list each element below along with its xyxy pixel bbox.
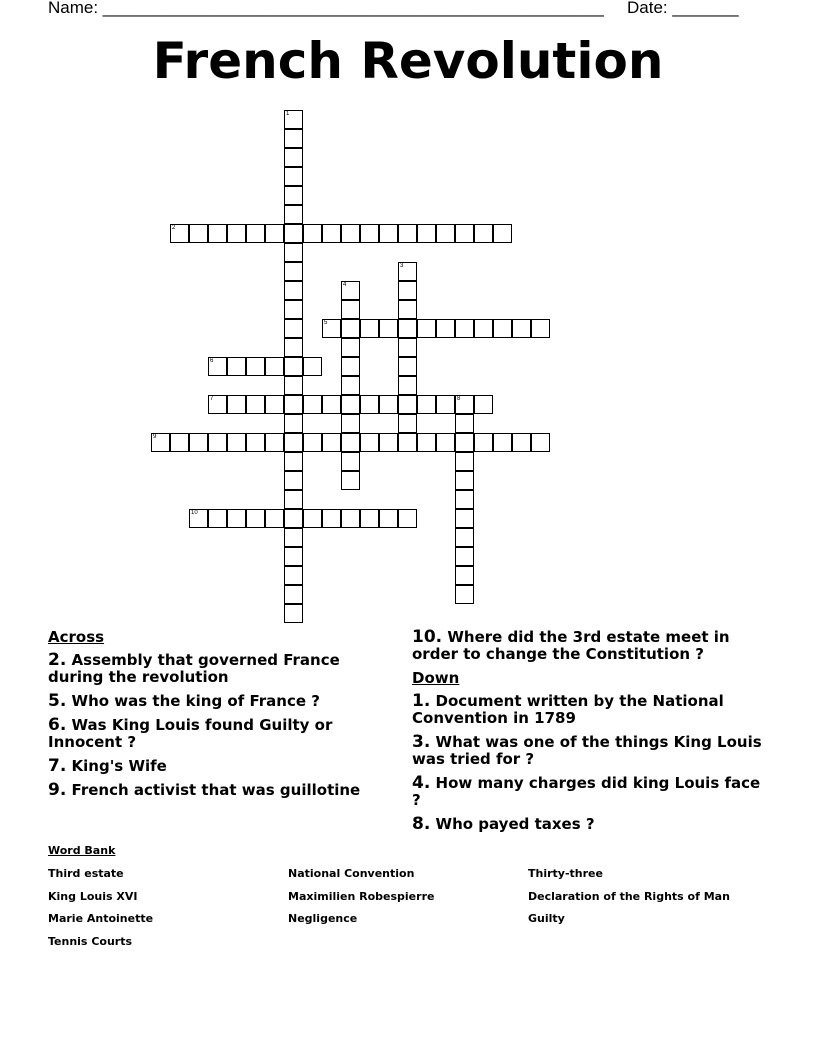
crossword-cell[interactable]: [436, 319, 455, 338]
word-bank-item: Guilty: [528, 912, 565, 925]
cell-number: 6: [210, 358, 214, 364]
crossword-cell[interactable]: [398, 319, 417, 338]
cell-number: 10: [191, 510, 198, 516]
crossword-cell[interactable]: [360, 509, 379, 528]
crossword-cell[interactable]: [398, 338, 417, 357]
crossword-cell[interactable]: [284, 604, 303, 623]
crossword-cell[interactable]: [379, 224, 398, 243]
clue-text: Assembly that governed France during the revolution: [48, 651, 340, 686]
crossword-cell[interactable]: [265, 509, 284, 528]
crossword-cell[interactable]: [455, 433, 474, 452]
clue-across-10: [412, 629, 772, 663]
crossword-cell[interactable]: [284, 262, 303, 281]
crossword-cell[interactable]: [436, 224, 455, 243]
crossword-cell[interactable]: [398, 395, 417, 414]
crossword-cell[interactable]: [474, 319, 493, 338]
crossword-cell[interactable]: [417, 395, 436, 414]
crossword-cell[interactable]: [189, 509, 208, 528]
word-bank-item: Third estate: [48, 867, 124, 880]
crossword-cell[interactable]: [398, 262, 417, 281]
crossword-cell[interactable]: [284, 167, 303, 186]
cell-number: 8: [457, 396, 461, 402]
crossword-cell[interactable]: [474, 433, 493, 452]
crossword-cell[interactable]: [379, 509, 398, 528]
clue-across-2: [48, 652, 388, 686]
word-bank-item: King Louis XVI: [48, 890, 138, 903]
word-bank-item: Declaration of the Rights of Man: [528, 890, 730, 903]
clue-text: French activist that was guillotine: [71, 781, 361, 799]
crossword-cell[interactable]: [341, 471, 360, 490]
word-bank-title: Word Bank: [48, 844, 116, 857]
crossword-cell[interactable]: [455, 547, 474, 566]
crossword-cell[interactable]: [455, 566, 474, 585]
clue-number: 4.: [412, 773, 431, 793]
crossword-cell[interactable]: [455, 319, 474, 338]
crossword-cell[interactable]: [417, 433, 436, 452]
crossword-cell[interactable]: [189, 433, 208, 452]
clue-number: 1.: [412, 691, 431, 711]
crossword-cell[interactable]: [360, 395, 379, 414]
crossword-cell[interactable]: [341, 509, 360, 528]
crossword-cell[interactable]: [417, 319, 436, 338]
crossword-cell[interactable]: [360, 433, 379, 452]
crossword-cell[interactable]: [284, 509, 303, 528]
crossword-cell[interactable]: [455, 585, 474, 604]
crossword-cell[interactable]: [246, 509, 265, 528]
crossword-cell[interactable]: [303, 433, 322, 452]
crossword-cell[interactable]: [341, 433, 360, 452]
clue-number: 3.: [412, 732, 431, 752]
crossword-cell[interactable]: [284, 433, 303, 452]
word-bank-item: Tennis Courts: [48, 935, 133, 948]
crossword-cell[interactable]: [398, 224, 417, 243]
crossword-cell[interactable]: [189, 224, 208, 243]
crossword-cell[interactable]: [379, 395, 398, 414]
clue-down-3: [412, 734, 772, 768]
crossword-cell[interactable]: [227, 395, 246, 414]
clue-text: Where did the 3rd estate meet in order to change the Constitution ?: [412, 628, 730, 663]
clue-across-9: [48, 782, 388, 799]
crossword-cell[interactable]: [455, 224, 474, 243]
crossword-cell[interactable]: [398, 509, 417, 528]
cell-number: 9: [153, 434, 157, 440]
crossword-cell[interactable]: [284, 490, 303, 509]
crossword-cell[interactable]: [436, 395, 455, 414]
crossword-cell[interactable]: [303, 224, 322, 243]
cell-number: 1: [286, 111, 290, 117]
crossword-cell[interactable]: [455, 395, 474, 414]
across-heading: Across: [48, 628, 105, 646]
crossword-cell[interactable]: [284, 319, 303, 338]
crossword-cell[interactable]: [341, 224, 360, 243]
word-bank-item: Marie Antoinette: [48, 912, 154, 925]
crossword-cell[interactable]: [493, 319, 512, 338]
crossword-cell[interactable]: [151, 433, 170, 452]
crossword-cell[interactable]: [284, 243, 303, 262]
crossword-cell[interactable]: [474, 224, 493, 243]
crossword-cell[interactable]: [531, 319, 550, 338]
crossword-cell[interactable]: [227, 433, 246, 452]
name-field[interactable]: Name: _____________________________________________________: [48, 0, 604, 17]
crossword-cell[interactable]: [284, 566, 303, 585]
crossword-cell[interactable]: [341, 338, 360, 357]
crossword-cell[interactable]: [322, 395, 341, 414]
clue-text: Document written by the National Convention in 1789: [412, 692, 724, 727]
clue-down-4: [412, 775, 772, 809]
clue-number: 9.: [48, 780, 67, 800]
crossword-cell[interactable]: [208, 357, 227, 376]
crossword-cell[interactable]: [322, 433, 341, 452]
crossword-cell[interactable]: [493, 224, 512, 243]
clues-across: [48, 629, 388, 806]
date-field[interactable]: Date: _______: [627, 0, 739, 17]
cell-number: 5: [324, 320, 328, 326]
crossword-cell[interactable]: [227, 224, 246, 243]
crossword-cell[interactable]: [322, 319, 341, 338]
crossword-cell[interactable]: [284, 129, 303, 148]
crossword-cell[interactable]: [474, 395, 493, 414]
clue-text: How many charges did king Louis face ?: [412, 774, 761, 809]
crossword-cell[interactable]: [360, 319, 379, 338]
crossword-cell[interactable]: [455, 509, 474, 528]
clue-text: King's Wife: [71, 757, 167, 775]
crossword-cell[interactable]: [436, 433, 455, 452]
crossword-cell[interactable]: [227, 509, 246, 528]
crossword-cell[interactable]: [246, 224, 265, 243]
crossword-cell[interactable]: [284, 110, 303, 129]
clue-number: 10.: [412, 627, 443, 647]
crossword-cell[interactable]: [208, 224, 227, 243]
crossword-cell[interactable]: [284, 376, 303, 395]
crossword-cell[interactable]: [512, 319, 531, 338]
crossword-cell[interactable]: [455, 528, 474, 547]
crossword-cell[interactable]: [341, 414, 360, 433]
crossword-cell[interactable]: [208, 433, 227, 452]
crossword-cell[interactable]: [398, 376, 417, 395]
crossword-cell[interactable]: [455, 471, 474, 490]
crossword-cell[interactable]: [246, 357, 265, 376]
crossword-cell[interactable]: [455, 452, 474, 471]
crossword-cell[interactable]: [360, 224, 379, 243]
crossword-cell[interactable]: [284, 148, 303, 167]
word-bank-item: National Convention: [288, 867, 415, 880]
clue-number: 5.: [48, 691, 67, 711]
crossword-cell[interactable]: [284, 186, 303, 205]
crossword-cell[interactable]: [398, 300, 417, 319]
crossword-cell[interactable]: [265, 224, 284, 243]
clue-across-5: [48, 693, 388, 710]
crossword-cell[interactable]: [170, 433, 189, 452]
crossword-cell[interactable]: [341, 452, 360, 471]
cell-number: 7: [210, 396, 214, 402]
crossword-cell[interactable]: [379, 319, 398, 338]
crossword-cell[interactable]: [284, 357, 303, 376]
clue-across-6: [48, 717, 388, 751]
crossword-cell[interactable]: [303, 357, 322, 376]
crossword-cell[interactable]: [512, 433, 531, 452]
crossword-cell[interactable]: [246, 433, 265, 452]
clue-across-7: [48, 758, 388, 775]
page-title: French Revolution: [152, 32, 664, 90]
crossword-cell[interactable]: [341, 281, 360, 300]
clue-number: 6.: [48, 715, 67, 735]
crossword-cell[interactable]: [341, 300, 360, 319]
clue-text: Who was the king of France ?: [71, 692, 320, 710]
clue-down-8: [412, 816, 772, 833]
crossword-cell[interactable]: [170, 224, 189, 243]
crossword-cell[interactable]: [284, 471, 303, 490]
crossword-cell[interactable]: [303, 509, 322, 528]
crossword-cell[interactable]: [246, 395, 265, 414]
crossword-cell[interactable]: [341, 319, 360, 338]
crossword-cell[interactable]: [322, 224, 341, 243]
crossword-cell[interactable]: [341, 376, 360, 395]
clue-text: Who payed taxes ?: [435, 815, 595, 833]
crossword-cell[interactable]: [379, 433, 398, 452]
cell-number: 2: [172, 225, 176, 231]
clue-number: 7.: [48, 756, 67, 776]
cell-number: 4: [343, 282, 347, 288]
word-bank-item: Negligence: [288, 912, 358, 925]
crossword-cell[interactable]: [284, 528, 303, 547]
clue-number: 8.: [412, 814, 431, 834]
crossword-cell[interactable]: [284, 338, 303, 357]
crossword-cell[interactable]: [398, 281, 417, 300]
crossword-cell[interactable]: [284, 547, 303, 566]
crossword-cell[interactable]: [284, 395, 303, 414]
crossword-cell[interactable]: [455, 414, 474, 433]
crossword-cell[interactable]: [417, 224, 436, 243]
crossword-cell[interactable]: [493, 433, 512, 452]
clue-down-1: [412, 693, 772, 727]
crossword-cell[interactable]: [398, 433, 417, 452]
clue-number: 2.: [48, 650, 67, 670]
word-bank-item: Thirty-three: [528, 867, 603, 880]
word-bank-item: Maximilien Robespierre: [288, 890, 435, 903]
crossword-cell[interactable]: [284, 585, 303, 604]
crossword-cell[interactable]: [265, 395, 284, 414]
crossword-cell[interactable]: [322, 509, 341, 528]
crossword-cell[interactable]: [341, 395, 360, 414]
down-heading: Down: [412, 669, 460, 687]
crossword-cell[interactable]: [265, 433, 284, 452]
crossword-cell[interactable]: [284, 281, 303, 300]
crossword-cell[interactable]: [284, 224, 303, 243]
crossword-cell[interactable]: [284, 205, 303, 224]
crossword-cell[interactable]: [265, 357, 284, 376]
crossword-cell[interactable]: [284, 300, 303, 319]
clue-text: What was one of the things King Louis was tried for ?: [412, 733, 762, 768]
crossword-cell[interactable]: [284, 414, 303, 433]
clues-down: [412, 629, 772, 840]
crossword-cell[interactable]: [455, 490, 474, 509]
crossword-cell[interactable]: [398, 357, 417, 376]
crossword-cell[interactable]: [208, 395, 227, 414]
crossword-cell[interactable]: [341, 357, 360, 376]
clue-text: Was King Louis found Guilty or Innocent ?: [48, 716, 333, 751]
crossword-cell[interactable]: [531, 433, 550, 452]
crossword-cell[interactable]: [303, 395, 322, 414]
crossword-cell[interactable]: [398, 414, 417, 433]
crossword-cell[interactable]: [227, 357, 246, 376]
cell-number: 3: [400, 263, 404, 269]
crossword-cell[interactable]: [208, 509, 227, 528]
crossword-cell[interactable]: [284, 452, 303, 471]
